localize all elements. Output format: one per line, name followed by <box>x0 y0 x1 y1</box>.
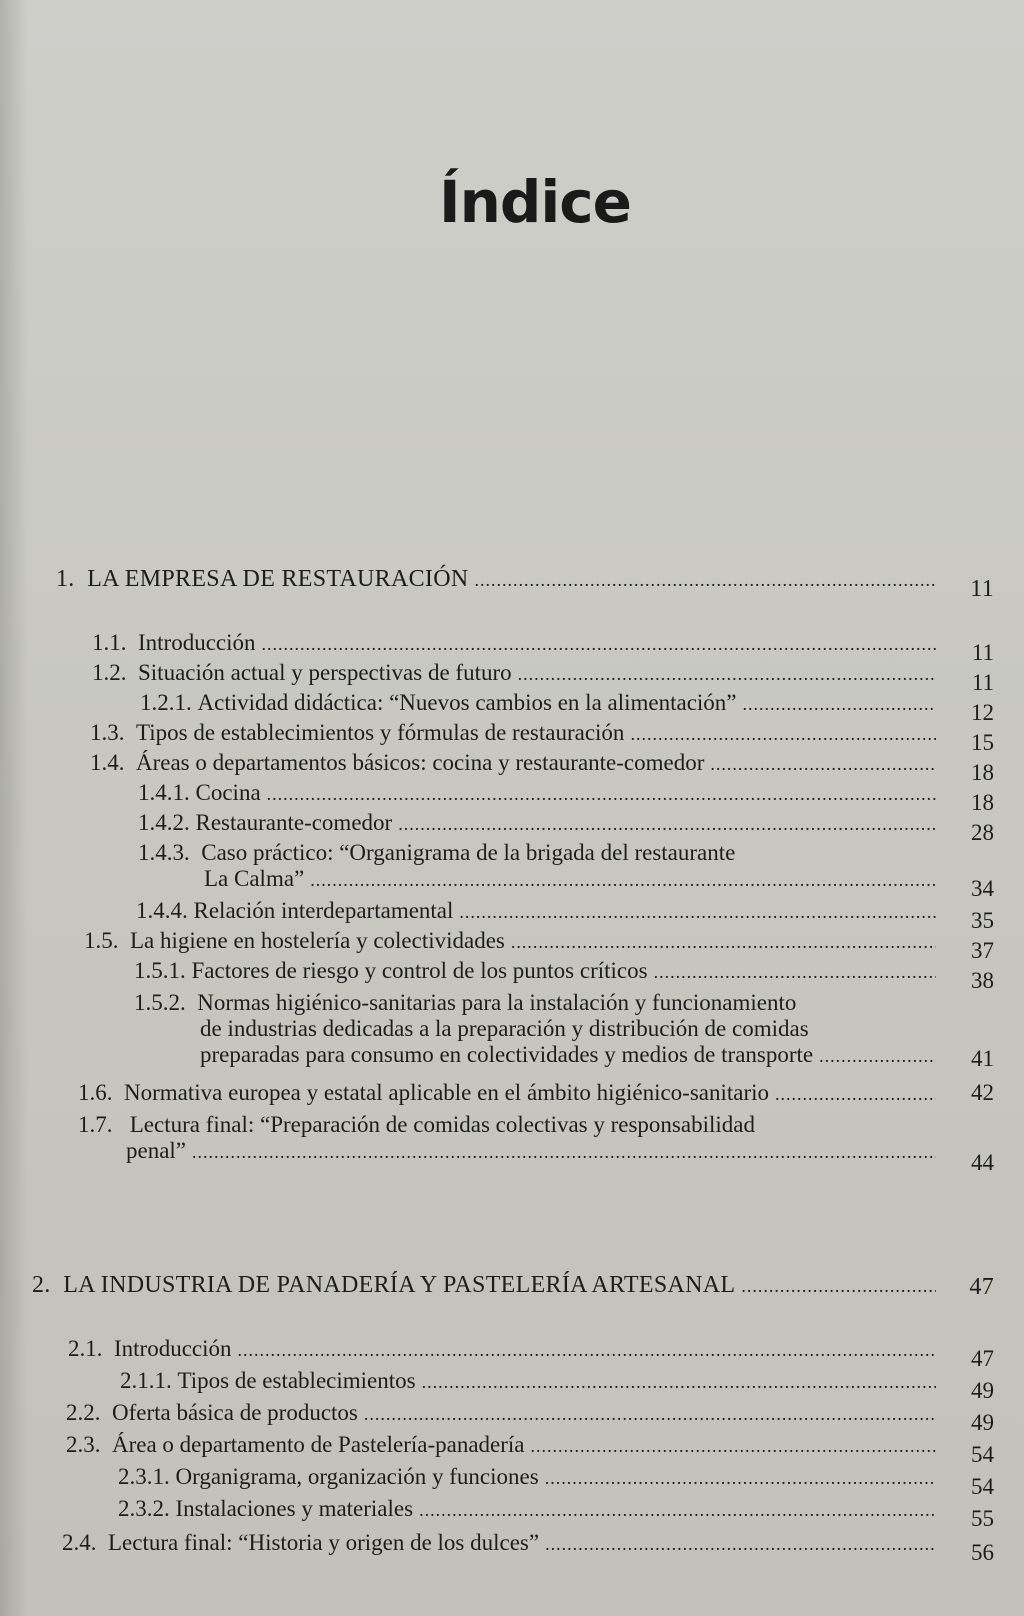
toc-page-number: 28 <box>971 820 994 845</box>
toc-leader <box>518 661 936 687</box>
toc-number: 1.4. <box>90 750 125 775</box>
toc-title: Factores de riesgo y control de los puntos críticos <box>191 958 648 983</box>
page-title: Índice <box>439 168 631 236</box>
toc-leader <box>192 1139 936 1165</box>
toc-page-number: 18 <box>971 790 994 815</box>
toc-section-1-5[interactable] <box>84 928 994 963</box>
toc-number: 1.6. <box>78 1080 113 1105</box>
toc-chapter-1[interactable] <box>56 566 994 602</box>
toc-number: 2.3. <box>66 1432 101 1457</box>
toc-section-1-4-2[interactable] <box>138 810 994 845</box>
toc-section-2-1-1[interactable] <box>120 1368 994 1403</box>
toc-number: 2.2. <box>66 1400 101 1425</box>
toc-leader <box>545 1465 936 1491</box>
toc-leader <box>545 1531 936 1557</box>
toc-title: Introducción <box>138 630 256 655</box>
toc-section-1-2[interactable] <box>92 660 994 695</box>
toc-page-number: 54 <box>971 1442 994 1467</box>
toc-title-line: preparadas para consumo en colectividades y medios de transporte <box>200 1042 814 1067</box>
toc-section-1-2-1[interactable] <box>140 690 994 725</box>
toc-page-number: 42 <box>971 1080 994 1105</box>
toc-section-1-3[interactable] <box>90 720 994 755</box>
toc-page-number: 35 <box>971 908 994 933</box>
toc-page-number: 11 <box>970 576 994 602</box>
toc-page-number: 49 <box>971 1410 994 1435</box>
toc-number: 1.2. <box>92 660 127 685</box>
toc-leader <box>422 1369 936 1395</box>
toc-leader <box>238 1337 936 1363</box>
toc-page-number: 12 <box>971 700 994 725</box>
toc-section-2-4[interactable] <box>62 1530 994 1565</box>
toc-number: 1.4.2. <box>138 810 190 835</box>
toc-title: Área o departamento de Pastelería-panadería <box>112 1432 525 1457</box>
toc-number: 1.1. <box>92 630 127 655</box>
toc-page-number: 34 <box>971 876 994 901</box>
toc-page-number: 37 <box>971 938 994 963</box>
toc-section-2-1[interactable] <box>68 1336 994 1371</box>
toc-title: LA EMPRESA DE RESTAURACIÓN <box>87 566 469 592</box>
toc-title-line: Lectura final: “Preparación de comidas colectivas y responsabilidad <box>129 1112 755 1137</box>
toc-page-number: 55 <box>971 1506 994 1531</box>
toc-title: Cocina <box>195 780 261 805</box>
toc-leader <box>743 691 936 717</box>
toc-leader <box>474 567 936 593</box>
toc-section-1-4[interactable] <box>90 750 994 785</box>
toc-leader <box>419 1497 936 1523</box>
toc-number: 1.5.1. <box>134 958 186 983</box>
toc-page-number: 44 <box>971 1150 994 1175</box>
toc-title: Tipos de establecimientos <box>177 1368 416 1393</box>
toc-number: 2.4. <box>62 1530 97 1555</box>
toc-page-number: 15 <box>971 730 994 755</box>
toc-section-2-3-2[interactable] <box>118 1496 994 1531</box>
toc-page-number: 47 <box>969 1274 994 1300</box>
toc-title: Lectura final: “Historia y origen de los dulces” <box>108 1530 540 1555</box>
toc-leader <box>262 631 936 657</box>
toc-leader <box>398 811 936 837</box>
toc-section-1-4-4[interactable] <box>136 898 994 933</box>
toc-section-1-4-3[interactable] <box>138 840 994 901</box>
toc-leader <box>741 1273 936 1299</box>
toc-title: LA INDUSTRIA DE PANADERÍA Y PASTELERÍA ARTESANAL <box>63 1272 736 1298</box>
toc-section-1-4-1[interactable] <box>138 780 994 815</box>
toc-title: Relación interdepartamental <box>193 898 454 923</box>
toc-leader <box>310 867 936 893</box>
toc-section-1-6[interactable] <box>78 1080 994 1107</box>
toc-number: 1. <box>56 566 75 592</box>
toc-section-2-3[interactable] <box>66 1432 994 1467</box>
toc-leader <box>364 1401 936 1427</box>
toc-number: 1.5.2. <box>134 990 186 1015</box>
toc-page-number: 56 <box>971 1540 994 1565</box>
toc-section-1-1[interactable] <box>92 630 994 665</box>
toc-title: Situación actual y perspectivas de futuro <box>138 660 512 685</box>
toc-leader <box>775 1081 936 1107</box>
toc-section-1-5-2[interactable] <box>134 990 994 1071</box>
toc-number: 1.2.1. <box>140 690 192 715</box>
toc-leader <box>819 1043 936 1069</box>
toc-title-line: Normas higiénico-sanitarias para la instalación y funcionamiento <box>197 990 797 1015</box>
toc-leader <box>710 751 936 777</box>
toc-leader <box>511 929 936 955</box>
toc-title-line: penal” <box>126 1138 187 1163</box>
toc-number: 1.3. <box>90 720 125 745</box>
toc-number: 2.1.1. <box>120 1368 172 1393</box>
toc-title-line: Caso práctico: “Organigrama de la brigada del restaurante <box>201 840 736 865</box>
toc-title: Organigrama, organización y funciones <box>175 1464 539 1489</box>
toc-number: 1.4.4. <box>136 898 188 923</box>
toc-title: Áreas o departamentos básicos: cocina y restaurante-comedor <box>136 750 705 775</box>
toc-title: Restaurante-comedor <box>195 810 393 835</box>
toc-number: 1.4.1. <box>138 780 190 805</box>
toc-title: Introducción <box>114 1336 232 1361</box>
toc-leader <box>267 781 936 807</box>
toc-number: 1.5. <box>84 928 119 953</box>
toc-leader <box>630 721 936 747</box>
toc-page-number: 11 <box>971 640 994 665</box>
toc-page-number: 54 <box>971 1474 994 1499</box>
toc-title: Tipos de establecimientos y fórmulas de restauración <box>136 720 625 745</box>
toc-title: La higiene en hostelería y colectividades <box>130 928 505 953</box>
toc-section-2-2[interactable] <box>66 1400 994 1435</box>
toc-leader <box>459 899 936 925</box>
toc-number: 2. <box>32 1272 51 1298</box>
toc-number: 2.3.1. <box>118 1464 170 1489</box>
toc-leader <box>654 959 936 985</box>
toc-number: 2.1. <box>68 1336 103 1361</box>
toc-leader <box>531 1433 936 1459</box>
toc-section-2-3-1[interactable] <box>118 1464 994 1499</box>
toc-page-number: 18 <box>971 760 994 785</box>
toc-title-line: La Calma” <box>204 866 305 891</box>
toc-number: 2.3.2. <box>118 1496 170 1521</box>
toc-title: Oferta básica de productos <box>112 1400 358 1425</box>
toc-title-line: de industrias dedicadas a la preparación y distribución de comidas <box>200 1016 809 1041</box>
toc-page-number: 41 <box>971 1046 994 1071</box>
toc-section-1-5-1[interactable] <box>134 958 994 993</box>
toc-page-number: 47 <box>971 1346 994 1371</box>
toc-number: 1.7. <box>78 1112 113 1137</box>
toc-title: Instalaciones y materiales <box>175 1496 414 1521</box>
toc-section-1-7[interactable] <box>78 1112 994 1175</box>
toc-page-number: 11 <box>971 670 994 695</box>
toc-number: 1.4.3. <box>138 840 190 865</box>
toc-chapter-2[interactable] <box>32 1272 994 1300</box>
toc-title: Actividad didáctica: “Nuevos cambios en la alimentación” <box>197 690 737 715</box>
toc-page-number: 38 <box>971 968 994 993</box>
toc-title: Normativa europea y estatal aplicable en el ámbito higiénico-sanitario <box>124 1080 770 1105</box>
toc-page-number: 49 <box>971 1378 994 1403</box>
